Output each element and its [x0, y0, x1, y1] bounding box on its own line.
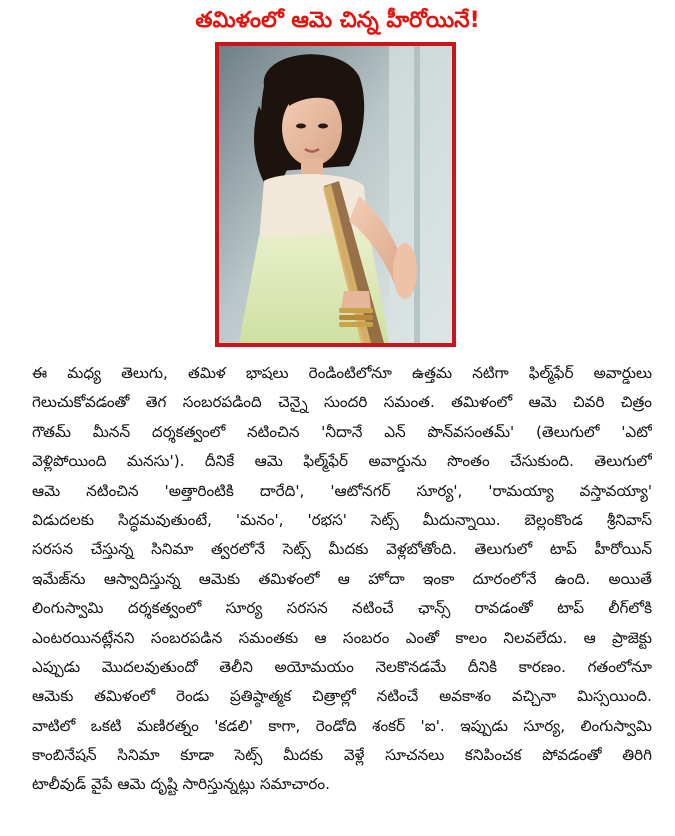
article-line: ఎంటరయినట్లేనని సంబరపడిన సమంతకు ఆ సంబరం ఎంతో కాలం నిలవలేదు. ఆ ప్రాజెక్టు	[32, 628, 652, 647]
article-line: గౌతమ్ మీనన్ దర్శకత్వంలో నటించిన 'నీదానే ఎన్ పొన్‌వసంతమ్' (తెలుగులో 'ఎటో	[32, 422, 652, 441]
article-line: విడుదలకు సిద్ధమవుతుంటే, 'మనం', 'రభస' సెట్స్ మీదున్నాయి. బెల్లంకొండ శ్రీనివాస్	[32, 510, 652, 529]
article-line: ఇమేజ్‌ను ఆస్వాదిస్తున్న ఆమెకు తమిళంలో ఆ హోదా ఇంకా దూరంలోనే ఉంది. అయితే	[32, 569, 652, 588]
article-headline: తమిళంలో ఆమె చిన్న హీరోయినే!	[195, 8, 480, 33]
article-line: వాటిలో ఒకటి మణిరత్నం 'కడలి' కాగా, రెండోది శంకర్ 'ఐ'. ఇప్పుడు సూర్య, లింగుస్వామి	[32, 716, 652, 735]
article-line: ఎప్పుడు మొదలవుతుందో తెలీని అయోమయం నెలకొనడమే దీనికి కారణం. గతంలోనూ	[32, 657, 652, 676]
article-line: లింగుస్వామి దర్శకత్వంలో సూర్య సరసన నటించే ఛాన్స్ రావడంతో టాప్ లీగ్‌లోకి	[32, 599, 652, 618]
article-line: సరసన చేస్తున్న సినిమా త్వరలోనే సెట్స్ మీదకు వెళ్లబోతోంది. తెలుగులో టాప్ హీరోయిన్	[32, 540, 652, 559]
article-line: టాలీవుడ్ వైపే ఆమె దృష్టి సారిస్తున్నట్లు సమాచారం.	[32, 775, 330, 794]
portrait-photo-frame	[215, 42, 456, 347]
article-line: ఆమె నటించిన 'అత్తారింటికి దారేది', 'ఆటోనగర్ సూర్య', 'రామయ్యా వస్తావయ్యా'	[32, 481, 652, 500]
article-line: ఈ మధ్య తెలుగు, తమిళ భాషలు రెండింటిలోనూ ఉత్తమ నటిగా ఫిల్మ్‌ఫేర్ అవార్డులు	[32, 364, 652, 382]
article-line: గెలుచుకోవడంతో తెగ సంబరపడింది చెన్నై సుందరి సమంత. తమిళంలో ఆమె చివరి చిత్రం	[32, 393, 652, 412]
article-line: ఆమెకు తమిళంలో రెండు ప్రతిష్ఠాత్మక చిత్రాల్లో నటించే అవకాశం వచ్చినా మిస్సయింది.	[32, 687, 652, 706]
portrait-photo-icon	[219, 46, 452, 343]
article-line: కాంబినేషన్ సినిమా కూడా సెట్స్ మీదకు వెళ్లే సూచనలు కనిపించక పోవడంతో తిరిగి	[32, 746, 652, 765]
article-body	[32, 359, 652, 800]
article-line: వెళ్లిపోయింది మనసు'). దీనికే ఆమె ఫిల్మ్‌ఫేర్ అవార్డును సొంతం చేసుకుంది. తెలుగులో	[32, 452, 652, 471]
